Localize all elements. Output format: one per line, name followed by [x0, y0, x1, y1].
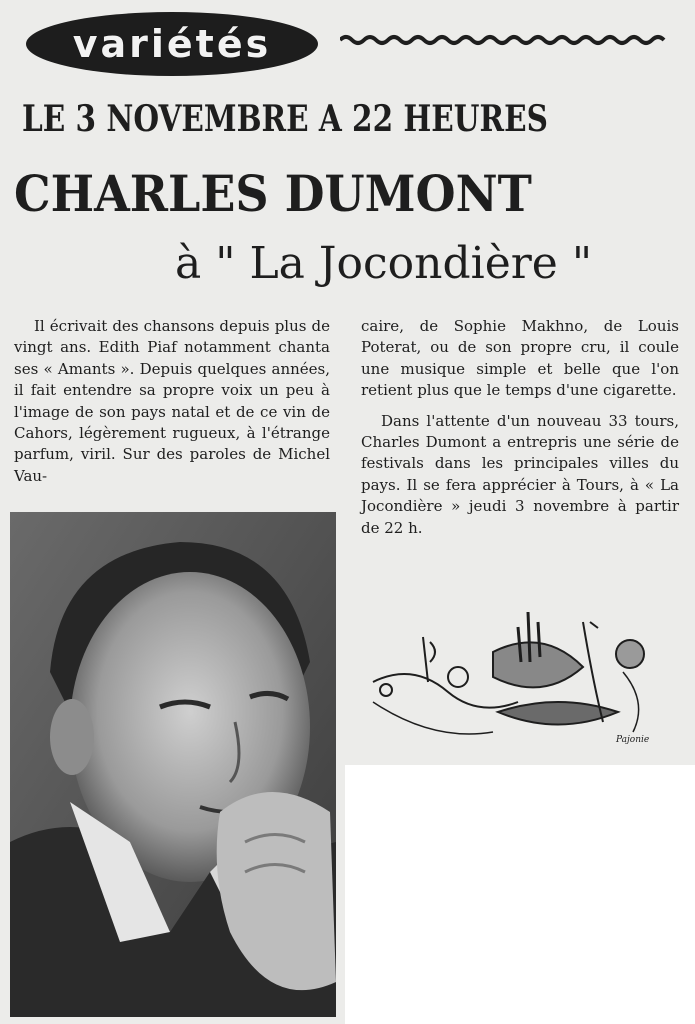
wavy-rule	[340, 28, 680, 52]
section-label: variétés	[72, 22, 272, 66]
article-column-2	[361, 316, 679, 539]
headline-venue: à " La Jocondière "	[175, 238, 593, 289]
article-paragraph: caire, de Sophie Makhno, de Louis Poterat, ou de son propre cru, il coule une musique simple et belle que l'on retient plus que le temps d'une cigarette.	[361, 317, 679, 400]
article-paragraph: Il écrivait des chansons depuis plus de vingt ans. Edith Piaf notamment chanta ses « Amants ». Depuis quelques années, il fait entendre sa propre voix un peu à l'image de son pays natal et de ce vin de Cahors, légèrement rugueux, à l'étrange parfum, viril. Sur des paroles de Michel Vau-	[14, 317, 330, 485]
illustrator-signature: Pajonie	[616, 735, 650, 745]
section-banner	[26, 12, 318, 76]
headline-date: LE 3 NOVEMBRE A 22 HEURES	[22, 98, 548, 140]
artist-photo	[10, 512, 336, 1017]
musical-illustration	[368, 602, 668, 762]
headline-artist: CHARLES DUMONT	[14, 164, 532, 223]
article-paragraph: Dans l'attente d'un nouveau 33 tours, Charles Dumont a entrepris une série de festivals dans les principales villes du pays. Il se fera apprécier à Tours, à « La Jocondière » jeudi 3 novembre à partir de 22 h.	[361, 411, 679, 537]
portrait-illustration	[10, 512, 336, 1017]
article-column-1	[14, 316, 330, 487]
